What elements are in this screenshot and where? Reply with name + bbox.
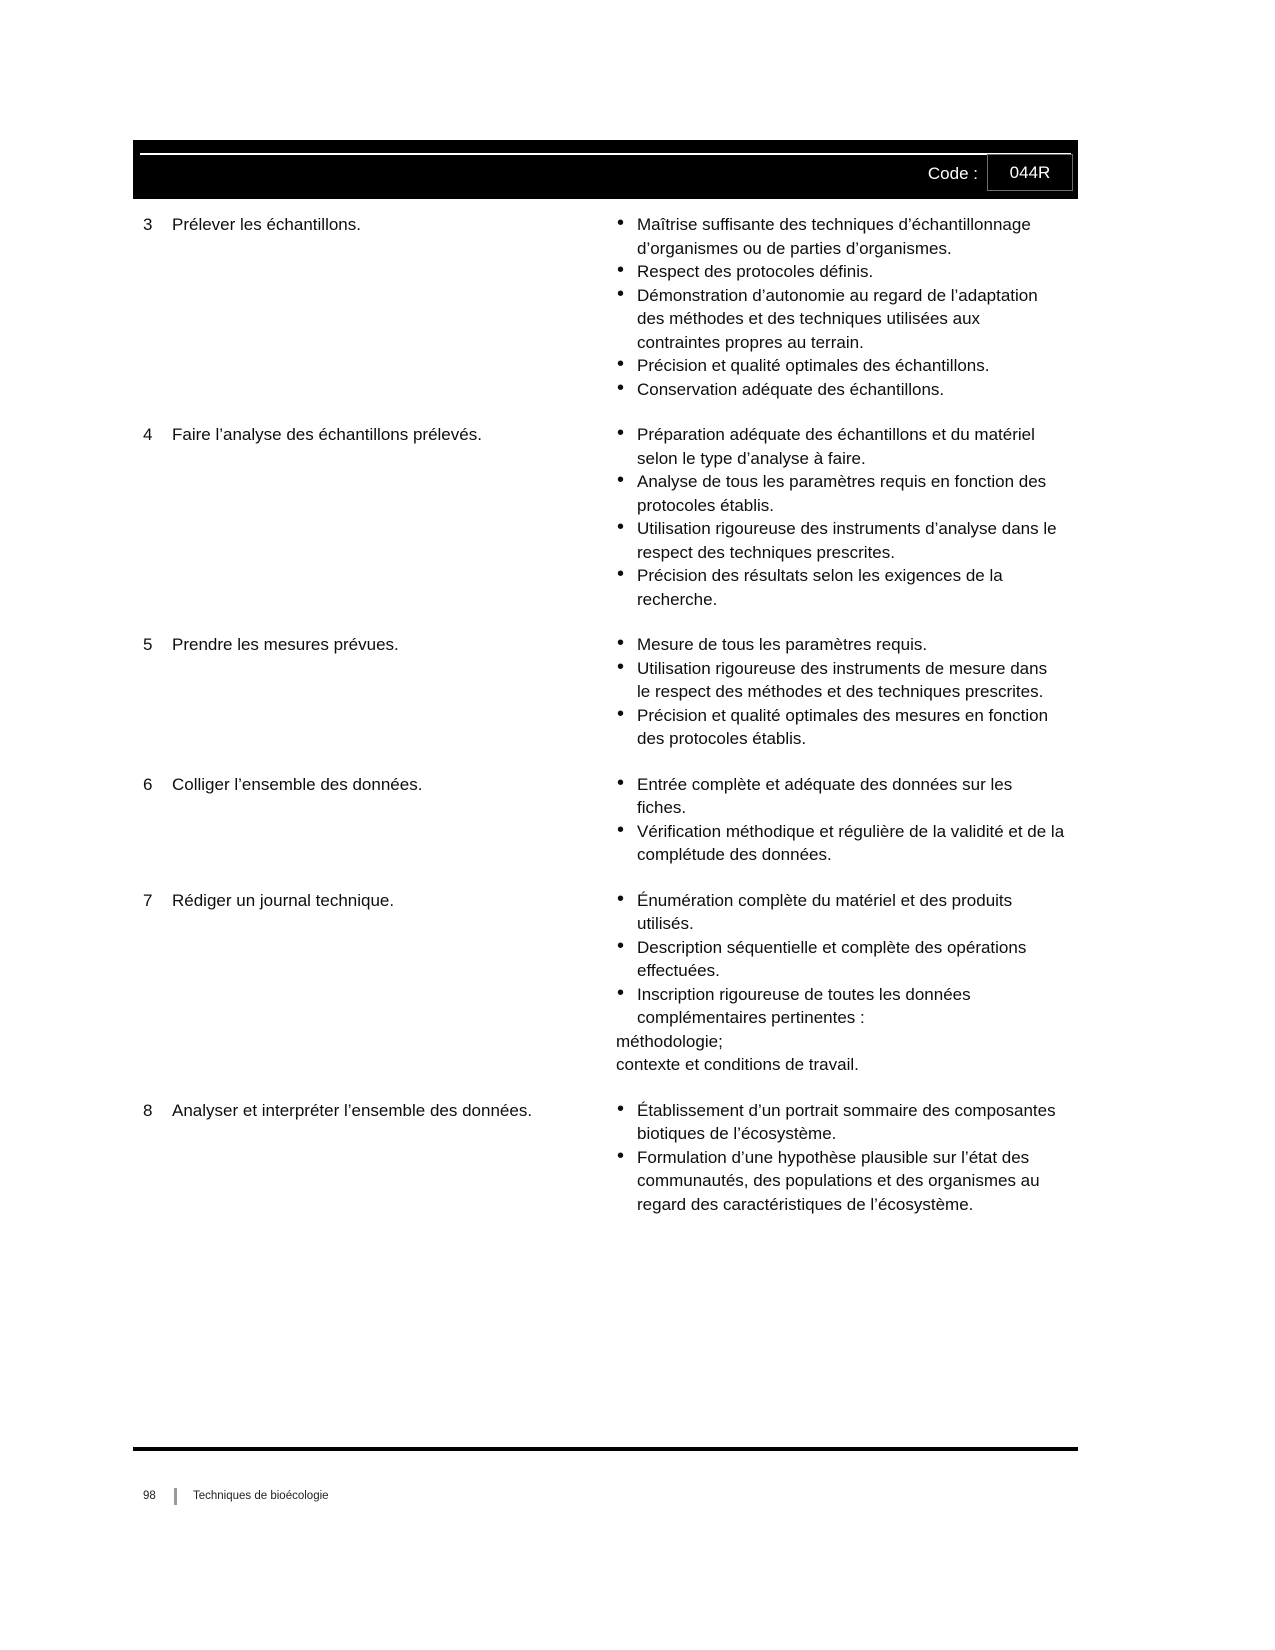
bullet-icon: • xyxy=(617,516,625,538)
item-title: Faire l’analyse des échantillons prélevés. xyxy=(172,425,482,444)
criterion-text: Utilisation rigoureuse des instruments de mesure dans le respect des méthodes et des techniques prescrites. xyxy=(637,658,1048,701)
criteria-cell xyxy=(616,633,1078,751)
criterion-item xyxy=(616,354,1065,378)
criterion-text: Établissement d’un portrait sommaire des composantes biotiques de l’écosystème. xyxy=(637,1100,1056,1143)
criterion-text: Précision des résultats selon les exigences de la recherche. xyxy=(637,566,1003,609)
element-cell xyxy=(133,213,616,237)
criteria-cell xyxy=(616,423,1078,611)
criterion-item xyxy=(616,517,1065,564)
criterion-text: Conservation adéquate des échantillons. xyxy=(637,379,945,399)
criterion-item xyxy=(616,657,1065,704)
criterion-text: Préparation adéquate des échantillons et du matériel selon le type d’analyse à faire. xyxy=(637,425,1035,468)
criterion-item xyxy=(616,564,1065,611)
criterion-item xyxy=(616,423,1065,470)
criterion-item xyxy=(616,983,1065,1030)
bullet-icon: • xyxy=(617,632,625,654)
criterion-text: Maîtrise suffisante des techniques d’échantillonnage d’organismes ou de parties d’organismes. xyxy=(637,215,1031,258)
item-number: 4 xyxy=(143,425,153,444)
criterion-subline: contexte et conditions de travail. xyxy=(616,1055,859,1074)
criterion-text: Mesure de tous les paramètres requis. xyxy=(637,635,928,654)
bullet-icon: • xyxy=(617,353,625,375)
element-cell xyxy=(133,423,616,447)
header-bar xyxy=(133,140,1078,199)
bullet-icon: • xyxy=(617,934,625,957)
competency-table xyxy=(133,213,1078,1238)
competency-row xyxy=(133,423,1078,611)
bullet-icon: • xyxy=(617,771,625,794)
competency-row xyxy=(133,633,1078,751)
bullet-icon: • xyxy=(617,376,625,399)
criterion-item xyxy=(616,889,1065,936)
bullet-icon: • xyxy=(617,563,625,585)
element-cell xyxy=(133,633,616,657)
criterion-item xyxy=(616,1146,1065,1217)
item-number: 7 xyxy=(143,890,153,910)
footer xyxy=(133,1486,1078,1506)
criterion-item xyxy=(616,936,1065,983)
bullet-icon: • xyxy=(617,655,625,678)
item-title: Prélever les échantillons. xyxy=(172,215,361,234)
footer-rule xyxy=(133,1447,1078,1451)
item-number: 8 xyxy=(143,1100,153,1120)
criterion-item xyxy=(616,704,1065,751)
bullet-icon: • xyxy=(617,469,625,491)
bullet-icon: • xyxy=(617,981,625,1004)
criterion-text: Inscription rigoureuse de toutes les données complémentaires pertinentes : xyxy=(637,984,971,1027)
criterion-text: Respect des protocoles définis. xyxy=(637,262,874,281)
bullet-icon: • xyxy=(617,702,625,725)
competency-row xyxy=(133,773,1078,867)
bullet-icon: • xyxy=(617,1097,625,1120)
criterion-text: Démonstration d’autonomie au regard de l’adaptation des méthodes et des techniques utilisées aux contraintes propres au terrain. xyxy=(637,285,1038,352)
criteria-cell xyxy=(616,773,1078,867)
criterion-item xyxy=(616,633,1065,657)
criterion-text: Vérification méthodique et régulière de la validité et de la complétude des données. xyxy=(637,821,1065,864)
criterion-text: Précision et qualité optimales des échantillons. xyxy=(637,356,990,375)
criterion-text: Analyse de tous les paramètres requis en fonction des protocoles établis. xyxy=(637,472,1047,515)
element-cell xyxy=(133,1099,616,1123)
bullet-icon: • xyxy=(617,282,625,305)
criterion-text: Entrée complète et adéquate des données sur les fiches. xyxy=(637,774,1013,817)
item-number: 5 xyxy=(143,635,153,654)
bullet-icon: • xyxy=(617,422,625,444)
criterion-text: Énumération complète du matériel et des produits utilisés. xyxy=(637,890,1013,933)
bullet-icon: • xyxy=(617,259,625,281)
bullet-icon: • xyxy=(617,212,625,234)
criterion-item xyxy=(616,378,1065,402)
item-title: Rédiger un journal technique. xyxy=(172,890,395,910)
document-title: Techniques de bioécologie xyxy=(193,1490,329,1502)
criteria-cell xyxy=(616,889,1078,1077)
criterion-item xyxy=(616,1099,1065,1146)
item-number: 6 xyxy=(143,774,153,794)
criterion-subline: méthodologie; xyxy=(616,1031,723,1051)
footer-divider xyxy=(174,1488,177,1505)
criterion-item xyxy=(616,213,1065,260)
criterion-text: Utilisation rigoureuse des instruments d’analyse dans le respect des techniques prescrites. xyxy=(637,519,1057,562)
criteria-cell xyxy=(616,1099,1078,1217)
item-title: Analyser et interpréter l’ensemble des données. xyxy=(172,1100,533,1120)
competency-row xyxy=(133,889,1078,1077)
bullet-icon: • xyxy=(617,887,625,910)
bullet-icon: • xyxy=(617,1144,625,1167)
criterion-item xyxy=(616,260,1065,284)
bullet-icon: • xyxy=(617,818,625,841)
competency-row xyxy=(133,1099,1078,1217)
criterion-text: Précision et qualité optimales des mesures en fonction des protocoles établis. xyxy=(637,705,1049,748)
code-value: 044R xyxy=(1009,162,1051,182)
criterion-text: Description séquentielle et complète des opérations effectuées. xyxy=(637,937,1027,980)
criterion-text: Formulation d’une hypothèse plausible sur l’état des communautés, des populations et des organismes au regard des caractéristiques de l’écosystème. xyxy=(637,1147,1040,1214)
page-number: 98 xyxy=(143,1490,156,1502)
element-cell xyxy=(133,889,616,913)
header-rule xyxy=(140,153,1071,155)
element-cell xyxy=(133,773,616,797)
criteria-cell xyxy=(616,213,1078,401)
item-number: 3 xyxy=(143,215,153,234)
criterion-item xyxy=(616,470,1065,517)
item-title: Prendre les mesures prévues. xyxy=(172,635,399,654)
criterion-item xyxy=(616,284,1065,355)
code-label: Code : xyxy=(927,164,978,183)
item-title: Colliger l’ensemble des données. xyxy=(172,774,423,794)
code-value-box xyxy=(987,154,1073,191)
criterion-item xyxy=(616,773,1065,820)
competency-row xyxy=(133,213,1078,401)
criterion-item xyxy=(616,820,1065,867)
